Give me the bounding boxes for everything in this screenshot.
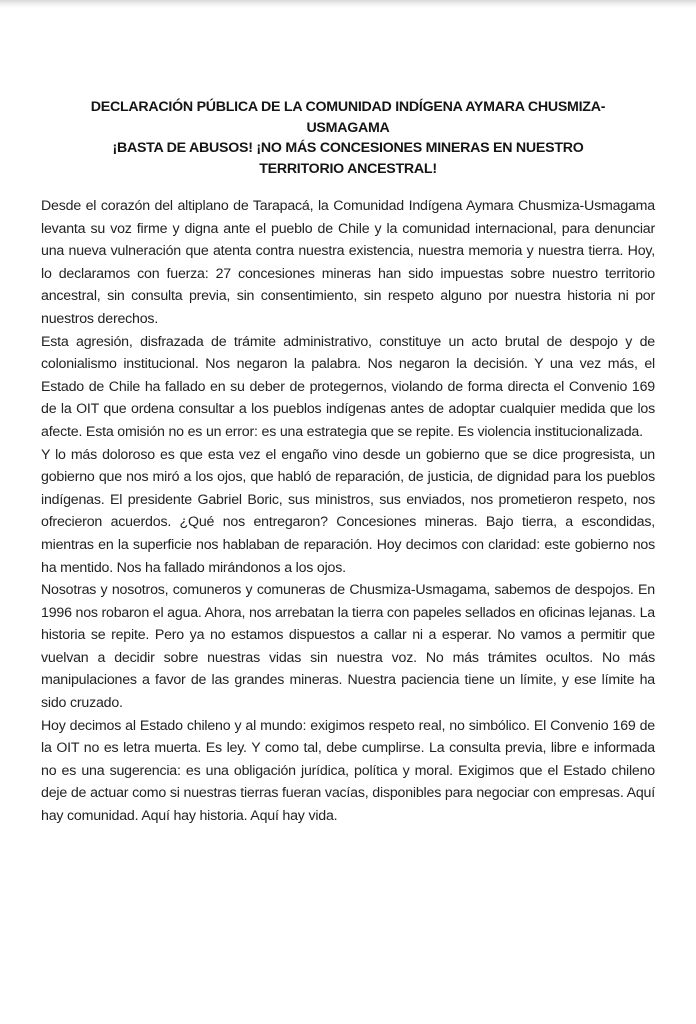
photo-edge-shadow xyxy=(0,0,696,8)
paragraph-community: Nosotras y nosotros, comuneros y comuneras de Chusmiza-Usmagama, sabemos de despojos. En 1996 nos robaron el agua. Ahora, nos arrebatan la tierra con papeles sellados en oficinas lejanas. La historia se repite. Pero ya no estamos dispuestos a callar ni a esperar. No vamos a permitir que vuelvan a decidir sobre nuestras vidas sin nuestra voz. No más trámites ocultos. No más manipulaciones a favor de las grandes mineras. Nuestra paciencia tiene un límite, y ese límite ha sido cruzado. xyxy=(41,582,655,712)
document-page xyxy=(41,97,655,828)
title-line-2: USMAGAMA xyxy=(306,119,390,136)
document-heading xyxy=(41,97,655,179)
document-body xyxy=(41,195,655,828)
paragraph-aggression: Esta agresión, disfrazada de trámite administrativo, constituye un acto brutal de despojo y de colonialismo institucional. Nos negaron la palabra. Nos negaron la decisión. Y una vez más, el Estado de Chile ha fallado en su deber de protegernos, violando de forma directa el Convenio 169 de la OIT que ordena consultar a los pueblos indígenas antes de adoptar cualquier medida que los afecte. Esta omisión no es un error: es una estrategia que se repite. Es violencia institucionalizada. xyxy=(41,333,655,440)
paragraph-demands: Hoy decimos al Estado chileno y al mundo: exigimos respeto real, no simbólico. El Convenio 169 de la OIT no es letra muerta. Es ley. Y como tal, debe cumplirse. La consulta previa, libre e informada no es una sugerencia: es una obligación jurídica, política y moral. Exigimos que el Estado chileno deje de actuar como si nuestras tierras fueran vacías, disponibles para negociar con empresas. Aquí hay comunidad. Aquí hay historia. Aquí hay vida. xyxy=(41,717,655,825)
subtitle-line-2: TERRITORIO ANCESTRAL! xyxy=(259,160,437,177)
subtitle-line-1: ¡BASTA DE ABUSOS! ¡NO MÁS CONCESIONES MINERAS EN NUESTRO xyxy=(112,140,584,156)
title-line-1: DECLARACIÓN PÚBLICA DE LA COMUNIDAD INDÍGENA AYMARA CHUSMIZA- xyxy=(90,99,606,115)
paragraph-intro: Desde el corazón del altiplano de Tarapacá, la Comunidad Indígena Aymara Chusmiza-Usmagama levanta su voz firme y digna ante el pueblo de Chile y la comunidad internacional, para denunciar una nueva vulneración que atenta contra nuestra existencia, nuestra memoria y nuestra tierra. Hoy, lo declaramos con fuerza: 27 concesiones mineras han sido impuestas sobre nuestro territorio ancestral, sin consulta previa, sin consentimiento, sin respeto alguno por nuestra historia ni por nuestros derechos. xyxy=(41,198,655,327)
paragraph-government: Y lo más doloroso es que esta vez el engaño vino desde un gobierno que se dice progresista, un gobierno que nos miró a los ojos, que habló de reparación, de justicia, de dignidad para los pueblos indígenas. El presidente Gabriel Boric, sus ministros, sus enviados, nos prometieron respeto, nos ofrecieron acuerdos. ¿Qué nos entregaron? Concesiones mineras. Bajo tierra, a escondidas, mientras en la superficie nos hablaban de reparación. Hoy decimos con claridad: este gobierno nos ha mentido. Nos ha fallado mirándonos a los ojos. xyxy=(41,446,655,576)
